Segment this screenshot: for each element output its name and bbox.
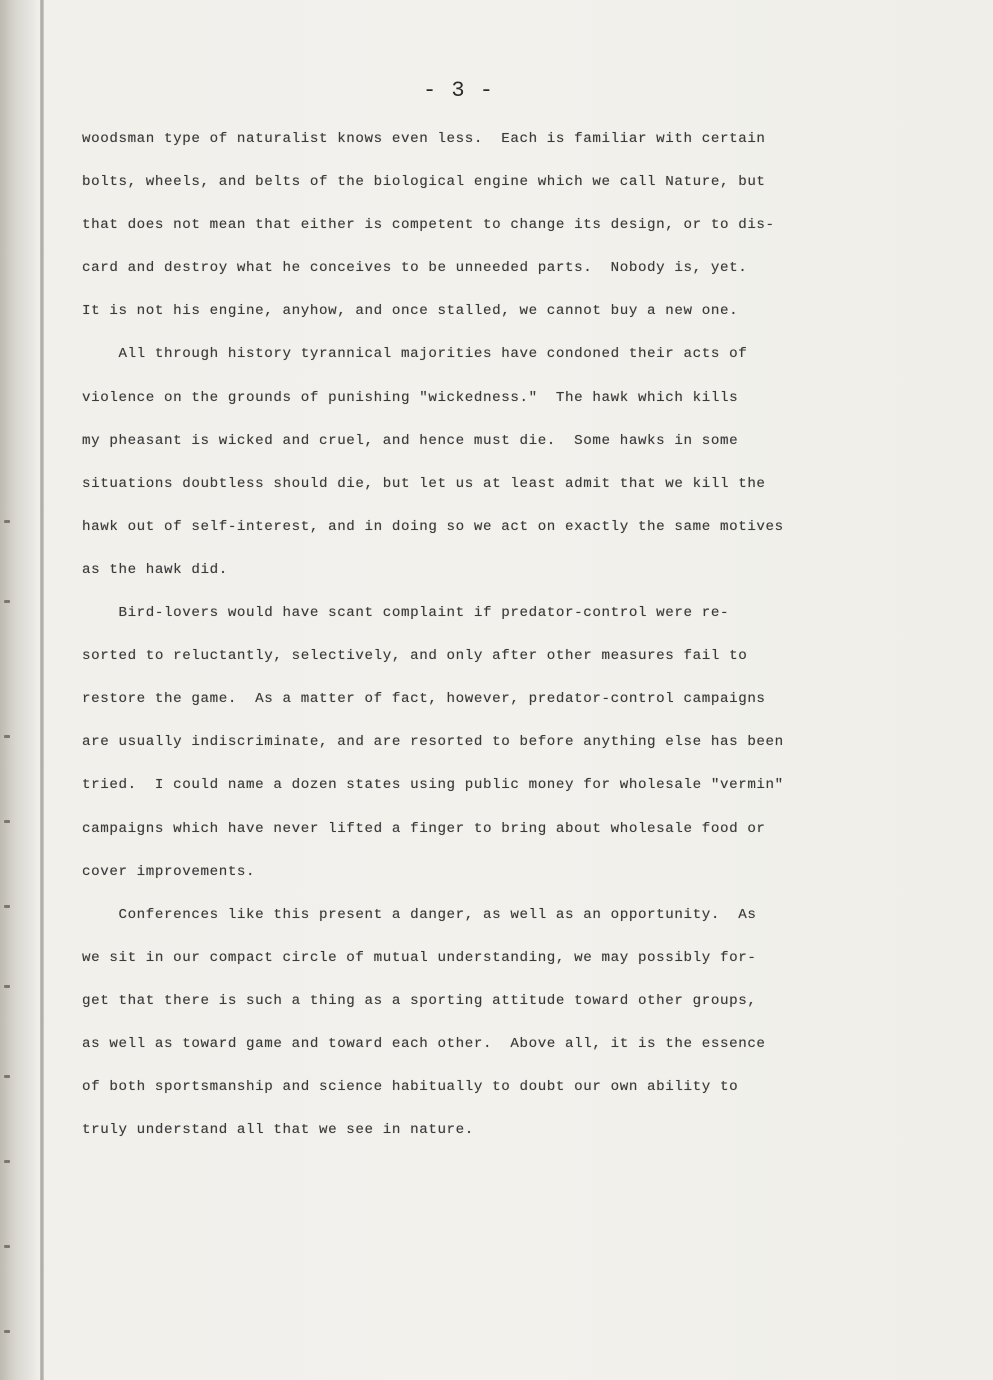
typed-body-text	[82, 118, 912, 1152]
edge-mark	[4, 1330, 10, 1333]
text-line: tried. I could name a dozen states using public money for wholesale "vermin"	[82, 777, 784, 794]
text-line: are usually indiscriminate, and are resorted to before anything else has been	[82, 734, 784, 751]
text-line: campaigns which have never lifted a finger to bring about wholesale food or	[82, 820, 766, 837]
edge-mark	[4, 600, 10, 603]
text-line: situations doubtless should die, but let us at least admit that we kill the	[82, 475, 766, 492]
edge-mark	[4, 1160, 10, 1163]
text-line: as well as toward game and toward each other. Above all, it is the essence	[82, 1035, 766, 1052]
page-number: - 3 -	[423, 78, 495, 103]
edge-mark	[4, 520, 10, 523]
text-line: get that there is such a thing as a sporting attitude toward other groups,	[82, 992, 757, 1009]
edge-mark	[4, 735, 10, 738]
paragraph-1	[82, 118, 912, 333]
edge-mark	[4, 905, 10, 908]
edge-mark	[4, 820, 10, 823]
text-line: Bird-lovers would have scant complaint if predator-control were re-	[82, 605, 730, 622]
text-line: of both sportsmanship and science habitually to doubt our own ability to	[82, 1079, 739, 1096]
edge-mark	[4, 1245, 10, 1248]
text-line: restore the game. As a matter of fact, however, predator-control campaigns	[82, 691, 766, 708]
text-line: card and destroy what he conceives to be unneeded parts. Nobody is, yet.	[82, 260, 748, 277]
text-line: All through history tyrannical majorities have condoned their acts of	[82, 346, 748, 363]
paragraph-2	[82, 333, 912, 592]
text-line: woodsman type of naturalist knows even less. Each is familiar with certain	[82, 131, 766, 147]
text-line: that does not mean that either is competent to change its design, or to dis-	[82, 217, 775, 234]
page-gutter-edge	[40, 0, 44, 1380]
text-line: we sit in our compact circle of mutual understanding, we may possibly for-	[82, 949, 757, 966]
text-line: cover improvements.	[82, 863, 256, 880]
text-line: sorted to reluctantly, selectively, and only after other measures fail to	[82, 648, 748, 665]
text-line: violence on the grounds of punishing "wickedness." The hawk which kills	[82, 389, 739, 406]
paragraph-4	[82, 894, 912, 1153]
text-line: truly understand all that we see in nature.	[82, 1122, 474, 1139]
binding-shadow	[0, 0, 38, 1380]
edge-mark	[4, 1075, 10, 1078]
paragraph-3	[82, 592, 912, 894]
text-line: Conferences like this present a danger, as well as an opportunity. As	[82, 906, 757, 923]
text-line: as the hawk did.	[82, 561, 228, 578]
text-line: bolts, wheels, and belts of the biological engine which we call Nature, but	[82, 174, 766, 191]
text-line: my pheasant is wicked and cruel, and hence must die. Some hawks in some	[82, 432, 739, 449]
edge-mark	[4, 985, 10, 988]
text-line: It is not his engine, anyhow, and once stalled, we cannot buy a new one.	[82, 303, 739, 320]
text-line: hawk out of self-interest, and in doing so we act on exactly the same motives	[82, 518, 784, 535]
